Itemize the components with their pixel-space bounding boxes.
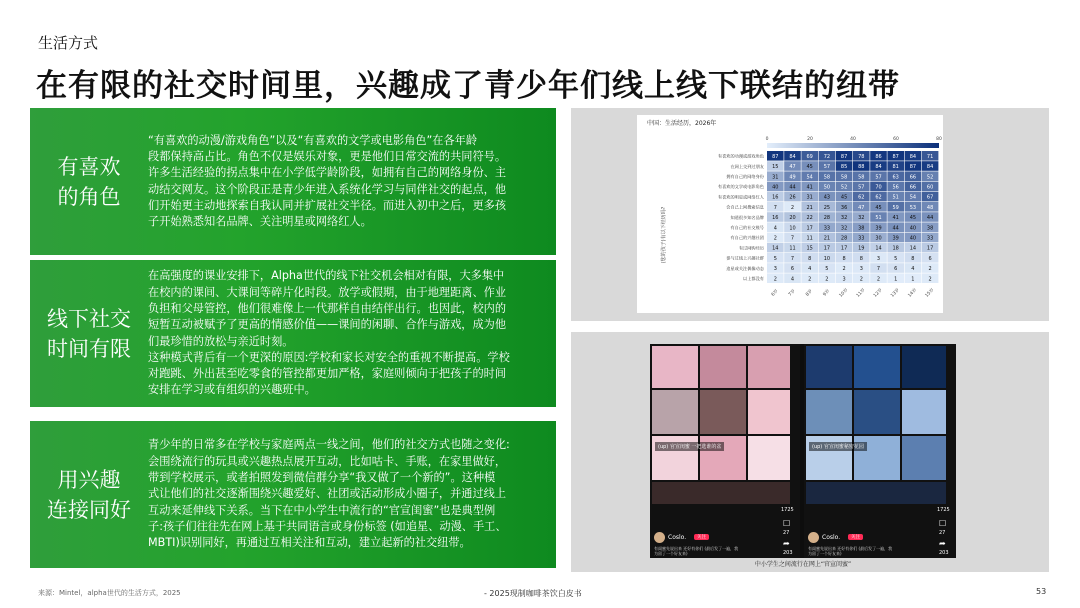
column-label: 10岁: [838, 287, 850, 299]
heatmap-value: 31: [806, 194, 813, 201]
card-label: 用兴趣 连接同好: [47, 467, 131, 522]
comment-icon[interactable]: ☐: [783, 519, 791, 528]
row-label: 知道很多知名品牌: [730, 214, 764, 220]
heatmap-value: 5: [773, 255, 777, 262]
user-name: Coslo.: [822, 534, 841, 541]
row-label: 会自己上网搜索信息: [726, 204, 764, 210]
heatmap-value: 41: [806, 184, 813, 191]
source-note: 来源：Mintel，alpha世代的生活方式，2025: [38, 589, 181, 597]
heatmap-value: 28: [840, 235, 848, 242]
heatmap-value: 7: [773, 204, 777, 211]
heatmap-value: 66: [909, 184, 917, 191]
colorbar-tick: 60: [893, 137, 899, 142]
heatmap-value: 33: [926, 235, 934, 242]
avatar[interactable]: [808, 532, 819, 543]
photo-tile: [700, 346, 746, 388]
heatmap-value: 26: [789, 194, 796, 201]
heatmap-value: 57: [858, 184, 865, 191]
heatmap-value: 22: [806, 215, 813, 222]
heatmap-value: 87: [840, 153, 848, 160]
row-label: 拥有自己的网络身份: [726, 174, 764, 179]
heatmap-value: 10: [823, 255, 831, 262]
photo-tile: [652, 346, 698, 388]
colorbar-tick: 40: [850, 137, 856, 142]
heatmap-value: 66: [909, 174, 917, 181]
heatmap-value: 84: [875, 164, 882, 171]
card-label: 线下社交 时间有限: [47, 306, 131, 361]
photo-tile: [748, 346, 790, 388]
column-label: 12岁: [873, 287, 884, 299]
row-label: 有过网购经历: [738, 245, 764, 251]
card-limited-offline-social: [30, 260, 556, 407]
footer-center: - 2025现制咖啡茶饮白皮书: [484, 589, 582, 598]
video-title: (up) 官宣闺蜜 一把选谁的盆: [655, 442, 724, 451]
heatmap-value: 33: [823, 225, 831, 232]
heatmap-value: 2: [825, 276, 829, 283]
heatmap-value: 41: [892, 215, 899, 222]
heatmap-value: 87: [772, 153, 779, 160]
heatmap-value: 60: [926, 184, 934, 191]
heatmap-value: 30: [875, 235, 882, 242]
chart-title: 中国：生活经历，2026年: [647, 120, 717, 127]
column-label: 7岁: [788, 288, 797, 298]
heatmap-value: 20: [789, 215, 796, 222]
heatmap-value: 57: [875, 174, 882, 181]
photo-tile: [700, 390, 746, 434]
heatmap-value: 84: [789, 153, 796, 160]
heatmap-value: 48: [926, 204, 934, 211]
heatmap-value: 16: [772, 215, 779, 222]
heatmap-value: 47: [858, 204, 865, 211]
row-label: 追星或关注偶像动态: [726, 265, 764, 271]
heatmap-value: 84: [926, 164, 934, 171]
heatmap-value: 8: [859, 255, 863, 262]
card-body: 青少年的日常多在学校与家庭两点一线之间，他们的社交方式也随之变化: 会围绕流行的玩具或兴趣热点展开互动，比如咕卡、手账，在家里做好， 带到学校展示，或者拍照发到微信群分享“我又做了一个新的”。这种模 式让他们的社交逐渐围绕兴趣爱好、社团或活动形成小圈子，并通过线上 互动来延伸线下关系。当下在中小学生中流行的“官宣闺蜜”也是典型例 子:孩子们往往先在网上基于共同语言或身份标签 (如追星、动漫、手工、 MBTI)识别同好，再通过互相关注和互动，建立起新的社交纽带。: [148, 438, 510, 550]
heatmap-value: 31: [772, 174, 779, 181]
heatmap-value: 2: [773, 276, 777, 283]
heatmap-value: 51: [875, 215, 882, 222]
heatmap-value: 62: [858, 194, 865, 201]
comment-count: 27: [939, 530, 946, 536]
photo-collage: [650, 344, 956, 558]
heatmap-value: 2: [928, 276, 932, 283]
heatmap-value: 45: [840, 194, 848, 201]
photo-tile: [806, 482, 946, 504]
right-video[interactable]: [804, 344, 956, 558]
share-icon[interactable]: ➦: [939, 539, 946, 548]
heatmap-value: 86: [875, 153, 882, 160]
photo-tile: [902, 390, 946, 434]
row-label: 以上都没有: [743, 276, 764, 281]
heatmap-value: 43: [823, 194, 831, 201]
heatmap-value: 14: [875, 245, 882, 252]
row-label: 有喜欢的文学或电影角色: [717, 184, 764, 190]
heatmap-value: 2: [790, 204, 795, 211]
column-label: 9岁: [822, 288, 832, 298]
follow-button[interactable]: 关注: [848, 534, 863, 540]
row-label: 有自己的社交账号: [730, 225, 764, 230]
heatmap-value: 2: [808, 276, 812, 283]
photo-tile: [652, 482, 790, 504]
chart-panel: [571, 108, 1049, 321]
heatmap-value: 15: [772, 164, 779, 171]
heatmap-value: 3: [859, 266, 863, 273]
row-label: 在网上交到过朋友: [730, 163, 764, 169]
heatmap-value: 17: [926, 245, 934, 252]
photo-tile: [748, 390, 790, 434]
heatmap-value: 14: [772, 245, 779, 252]
heatmap-value: 36: [840, 204, 848, 211]
heatmap-value: 7: [876, 266, 881, 273]
heatmap-value: 4: [773, 225, 777, 232]
heatmap-chart: [637, 115, 943, 313]
column-label: 14岁: [907, 287, 919, 299]
avatar[interactable]: [654, 532, 665, 543]
heatmap-value: 50: [823, 184, 831, 191]
heatmap-value: 51: [892, 194, 899, 201]
heatmap-value: 6: [894, 266, 898, 273]
card-label: 有喜欢 的角色: [57, 154, 121, 209]
heatmap-value: 25: [823, 204, 831, 211]
heatmap-value: 3: [773, 266, 777, 273]
photo-tile: [806, 390, 852, 434]
heatmap-value: 38: [926, 225, 934, 232]
heatmap-value: 2: [876, 276, 881, 283]
heatmap-value: 40: [909, 225, 917, 232]
heatmap-value: 85: [840, 164, 848, 171]
heatmap-value: 1: [894, 276, 898, 283]
heatmap-value: 45: [806, 164, 813, 171]
heatmap-value: 39: [892, 235, 899, 242]
heatmap-value: 63: [892, 174, 899, 181]
heatmap-value: 6: [928, 255, 932, 262]
heatmap-value: 32: [858, 215, 865, 222]
heatmap-value: 72: [823, 153, 831, 160]
heatmap-value: 4: [808, 266, 812, 273]
heatmap-value: 54: [909, 194, 917, 201]
follow-button[interactable]: 关注: [694, 534, 709, 540]
column-label: 13岁: [890, 287, 902, 299]
heatmap-value: 10: [789, 225, 796, 232]
heatmap-value: 8: [842, 255, 846, 262]
heatmap-value: 84: [909, 153, 917, 160]
left-video[interactable]: [650, 344, 800, 558]
heatmap-value: 5: [894, 255, 898, 262]
row-label: 有自己的兴趣社团: [730, 235, 764, 241]
heatmap-value: 11: [789, 245, 796, 252]
heatmap-value: 87: [892, 153, 899, 160]
colorbar-tick: 80: [936, 137, 942, 142]
photo-tile: [902, 346, 946, 388]
heatmap-value: 49: [789, 174, 796, 181]
heatmap-value: 6: [790, 266, 795, 273]
share-count: 203: [939, 550, 949, 556]
heatmap-value: 8: [808, 255, 812, 262]
heatmap-value: 39: [875, 225, 882, 232]
heatmap-value: 8: [911, 255, 915, 262]
heatmap-value: 15: [806, 245, 813, 252]
card-body: “有喜欢的动漫/游戏角色”以及“有喜欢的文学或电影角色”在各年龄 段都保持高占比。角色不仅是娱乐对象，更是他们日常交流的共同符号。 许多生活经验的拐点集中在小学低学龄阶段，如拥有自己的网络身份、主 动结交网友。这个阶段正是青少年进入系统化学习与同伴社交的起点，他 们开始更主动地探索自我认同并扩展社交半径。而进入初中之后，更多孩 子开始熟悉知名品牌、关注明星或网络红人。: [148, 133, 507, 229]
photo-tile: [854, 346, 900, 388]
heatmap-value: 59: [892, 204, 899, 211]
row-label: 参与过线上兴趣社群: [726, 255, 764, 261]
heatmap-value: 58: [823, 174, 831, 181]
heatmap-value: 53: [909, 204, 917, 211]
photo-tile: [854, 390, 900, 434]
heatmap-value: 58: [840, 174, 848, 181]
heatmap-value: 57: [823, 164, 831, 171]
heatmap-value: 5: [825, 266, 829, 273]
photo-tile: [806, 346, 852, 388]
heatmap-value: 52: [926, 174, 934, 181]
heatmap-value: 67: [926, 194, 934, 201]
card-body: 在高强度的课业安排下，Alpha世代的线下社交机会相对有限，大多集中 在校内的课间、大课间等碎片化时段。放学或假期，由于地理距离、作业 负担和父母管控，他们很难像上一代那样自由结伴出行。也因此，校内的 短暂互动被赋予了更高的情感价值——课间的闲聊、合作与游戏，成为他 们最珍惜的放松与亲近时刻。 这种模式背后有一个更深的原因:学校和家长对安全的重视不断提高。学校 对跑跳、外出甚至吃零食的管控都更加严格，家庭则倾向于把孩子的时间 安排在学习或有组织的兴趣班中。: [148, 269, 510, 397]
heatmap-value: 45: [875, 204, 882, 211]
heatmap-value: 62: [875, 194, 882, 201]
heatmap-value: 16: [772, 194, 779, 201]
heatmap-value: 44: [892, 225, 899, 232]
heatmap-value: 18: [892, 245, 899, 252]
heatmap-value: 47: [789, 164, 796, 171]
heatmap-value: 38: [858, 225, 865, 232]
chart-container: [637, 115, 943, 313]
share-count: 203: [783, 550, 793, 556]
heatmap-value: 17: [840, 245, 848, 252]
heatmap-value: 40: [772, 184, 779, 191]
heatmap-value: 70: [875, 184, 882, 191]
heatmap-value: 2: [928, 266, 932, 273]
page-number: 53: [1036, 587, 1047, 596]
photo-caption: 中小学生之间流行在网上“官宣闺蜜”: [754, 561, 852, 568]
heatmap-value: 71: [926, 153, 934, 160]
like-count: 1725: [781, 507, 794, 513]
card-interest-connection: [30, 421, 556, 568]
heatmap-value: 2: [859, 276, 863, 283]
column-label: 8岁: [805, 288, 815, 298]
heatmap-value: 14: [909, 245, 917, 252]
photo-tile: [902, 436, 946, 480]
row-label: 有喜欢的动漫或游戏角色: [717, 153, 764, 159]
heatmap-value: 56: [892, 184, 899, 191]
user-name: Coslo.: [668, 534, 687, 541]
heatmap-value: 52: [840, 184, 848, 191]
card-favorite-characters: [30, 108, 556, 255]
heatmap-value: 17: [823, 245, 831, 252]
column-label: 15岁: [924, 287, 936, 299]
heatmap-value: 81: [892, 164, 899, 171]
colorbar-tick: 20: [807, 137, 813, 142]
heatmap-value: 78: [858, 153, 865, 160]
row-label: 有喜欢的明星或网络红人: [717, 194, 764, 200]
page-title: 在有限的社交时间里，兴趣成了青少年们线上线下联结的纽带: [36, 68, 900, 104]
heatmap-value: 33: [858, 235, 865, 242]
photo-panel: [571, 332, 1049, 572]
like-count: 1725: [937, 507, 950, 513]
heatmap-value: 45: [909, 215, 917, 222]
heatmap-value: 40: [909, 235, 917, 242]
heatmap-value: 32: [840, 215, 848, 222]
heatmap-value: 7: [790, 235, 795, 242]
heatmap-value: 21: [823, 235, 831, 242]
heatmap-value: 17: [806, 225, 813, 232]
heatmap-value: 88: [858, 164, 865, 171]
heatmap-value: 1: [911, 276, 915, 283]
comment-count: 27: [783, 530, 790, 536]
photo-tile: [652, 390, 698, 434]
heatmap-value: 11: [806, 235, 813, 242]
heatmap-value: 69: [806, 153, 813, 160]
video-description: 有闺蜜先说出来 还好有你们 (最后发了一遍，我 为留了一个好友来): [654, 546, 739, 556]
video-description: 有闺蜜先说出来 还好有你们 (最后发了一遍，我 为留了一个好友来): [808, 546, 893, 556]
video-title: (up) 官宣闺蜜秘密花园: [809, 442, 867, 451]
heatmap-value: 58: [858, 174, 865, 181]
colorbar-tick: 0: [765, 137, 769, 142]
heatmap-value: 21: [806, 204, 813, 211]
heatmap-value: 3: [842, 276, 846, 283]
heatmap-value: 4: [790, 276, 795, 283]
y-axis-label: (您的孩子)有以下经历吗?: [661, 206, 667, 264]
heatmap-value: 2: [842, 266, 846, 273]
section-label: 生活方式: [38, 34, 99, 52]
comment-icon[interactable]: ☐: [939, 519, 947, 528]
heatmap-value: 3: [876, 255, 881, 262]
heatmap-value: 44: [789, 184, 796, 191]
heatmap-value: 4: [911, 266, 915, 273]
heatmap-value: 32: [840, 225, 848, 232]
heatmap-value: 54: [806, 174, 813, 181]
heatmap-value: 2: [773, 235, 777, 242]
column-label: 11岁: [855, 287, 867, 299]
column-label: 6岁: [770, 288, 780, 298]
heatmap-value: 28: [823, 215, 831, 222]
photo-tile: [748, 436, 790, 480]
share-icon[interactable]: ➦: [783, 539, 790, 548]
heatmap-value: 7: [790, 255, 795, 262]
colorbar: [767, 143, 939, 148]
heatmap-value: 19: [858, 245, 865, 252]
heatmap-value: 87: [909, 164, 917, 171]
heatmap-value: 44: [926, 215, 934, 222]
